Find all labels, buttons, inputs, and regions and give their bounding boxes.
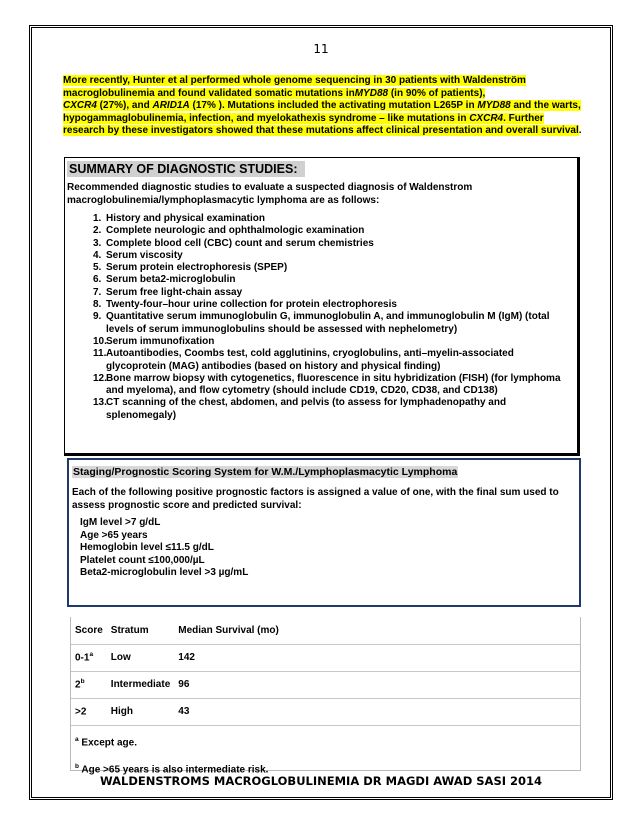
staging-lead: Each of the following positive prognostic factors is assigned a value of one, with the final sum used to assess prognostic score and predicted survival: bbox=[72, 487, 559, 511]
diagnostic-studies-lead: Recommended diagnostic studies to evaluate a suspected diagnosis of Waldenstrom macroglobulinemia/lymphoplasmacytic lymphoma are as follows: bbox=[67, 182, 473, 206]
list-item: 10. Serum immunofixation bbox=[93, 335, 215, 347]
cell-survival: 96 bbox=[178, 679, 190, 690]
page-number: 11 bbox=[313, 42, 329, 56]
header-stratum: Stratum bbox=[110, 624, 149, 636]
factor-item: IgM level >7 g/dL bbox=[80, 517, 161, 528]
diagnostic-studies-box bbox=[64, 157, 580, 456]
cell-stratum: Intermediate bbox=[110, 679, 171, 690]
list-item: 7. Serum free light-chain assay bbox=[93, 286, 243, 298]
page-footer: WALDENSTROMS MACROGLOBULINEMIA DR MAGDI AWAD SASI 2014 bbox=[99, 774, 543, 788]
cell-score: 0-1$^a$ bbox=[75, 651, 94, 664]
intro-paragraph: More recently, Hunter et al performed whole genome sequencing in 30 patients with Waldenström macroglobulinemia and found validated somatic mutations inMYD88 (in 90% of patients), CXCR4 (27%), and ARID1A (17% ). Mutations included the activating mutation L265P in MYD88 and the warts, hypogammaglobulinemia, infection, and myelokathexis syndrome – like mutations in CXCR4. Further research by these investigators showed that these mutations affect clinical presentation and overall survival. bbox=[63, 75, 582, 136]
list-item: 8. Twenty-four–hour urine collection for protein electrophoresis bbox=[93, 299, 397, 311]
diagnostic-studies-list bbox=[67, 213, 575, 422]
cell-survival: 43 bbox=[178, 706, 190, 717]
header-survival: Median Survival (mo) bbox=[178, 624, 279, 636]
intro-text: More recently, Hunter et al performed whole genome sequencing in 30 patients with Waldenström macroglobulinemia and found validated somatic mutations inMYD88 (in 90% of patients), CXCR4 (27%), and ARID1A (17% ). Mutations included the activating mutation L265P in MYD88 and the warts, hypogammaglobulinemia, infection, and myelokathexis syndrome – like mutations in CXCR4. Further research by these investigators showed that these mutations affect clinical presentation and overall survival bbox=[63, 75, 581, 136]
table-footnote: $^b$ Age >65 years is also intermediate risk. bbox=[75, 762, 269, 775]
prognostic-factors bbox=[72, 517, 576, 580]
table-footnote: $^a$ Except age. bbox=[75, 735, 137, 748]
factor-item: Beta2-microglobulin level >3 µg/mL bbox=[80, 567, 249, 578]
list-item: 2. Complete neurologic and ophthalmologic examination bbox=[93, 225, 365, 237]
table-header-row bbox=[71, 617, 580, 644]
factor-item: Platelet count ≤100,000/µL bbox=[80, 554, 205, 566]
list-item: 5. Serum protein electrophoresis (SPEP) bbox=[93, 262, 288, 274]
list-item: 4. Serum viscosity bbox=[93, 249, 183, 261]
table-row bbox=[71, 698, 580, 725]
page-border bbox=[29, 25, 613, 800]
factor-item: Age >65 years bbox=[80, 529, 148, 541]
table-row bbox=[71, 671, 580, 698]
list-item: 13. CT scanning of the chest, abdomen, and pelvis (to assess for lymphadenopathy and splenomegaly) bbox=[93, 397, 507, 421]
cell-score: >2 bbox=[75, 706, 87, 718]
header-score: Score bbox=[75, 624, 103, 636]
list-item: 6. Serum beta2-microglobulin bbox=[93, 274, 236, 286]
list-item: 12. Bone marrow biopsy with cytogenetics, fluorescence in situ hybridization (FISH) (for lymphoma and myeloma), and flow cytometry (should include CD19, CD20, CD38, and CD138) bbox=[93, 372, 561, 397]
cell-score: 2$^b$ bbox=[75, 678, 85, 691]
cell-stratum: Low bbox=[110, 652, 131, 663]
diagnostic-studies-heading: SUMMARY OF DIAGNOSTIC STUDIES: bbox=[67, 161, 305, 177]
factor-item: Hemoglobin level ≤11.5 g/dL bbox=[80, 542, 214, 553]
list-item: 3. Complete blood cell (CBC) count and serum chemistries bbox=[93, 237, 374, 249]
cell-survival: 142 bbox=[178, 652, 195, 663]
list-item: 9. Quantitative serum immunoglobulin G, immunoglobulin A, and immunoglobulin M (IgM) (total levels of serum immunoglobulins should be assessed with nephelometry) bbox=[93, 311, 550, 335]
staging-box bbox=[67, 458, 581, 607]
list-item: 1. History and physical examination bbox=[93, 213, 265, 224]
survival-table bbox=[70, 617, 581, 775]
cell-stratum: High bbox=[110, 706, 134, 717]
staging-heading: Staging/Prognostic Scoring System for W.M./Lymphoplasmacytic Lymphoma bbox=[73, 466, 458, 478]
list-item: 11. Autoantibodies, Coombs test, cold agglutinins, cryoglobulins, anti–myelin-associated glycoprotein (MAG) antibodies (based on history and physical finding) bbox=[93, 348, 514, 372]
table-row bbox=[71, 644, 580, 671]
